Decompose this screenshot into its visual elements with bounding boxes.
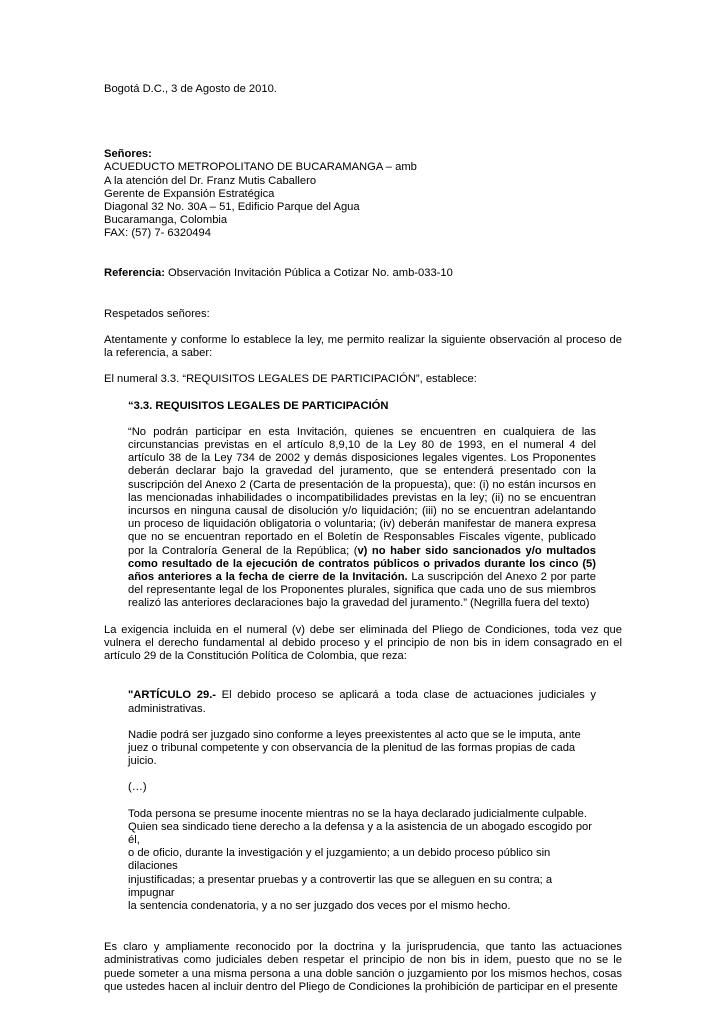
quote-text-part1: “No podrán participar en esta Invitación, quienes se encuentren en cualquiera de las circunstancias previstas en el artículo 8,9,10 de la Ley 80 de 1993, en el numeral 4 del artículo 38 de la Ley 734 de 2002 y demás disposiciones legales vigentes. Los Proponentes deberán declarar bajo la gravedad del juramento, que se entenderá presentado con la suscripción del Anexo 2 (Carta de presentación de la propuesta), que: (i) no están incursos en las mencionadas inhabilidades o incompatibilidades previstas en la ley; (ii) no se encuentran incursos en ninguna causal de disolución y/o liquidación; (iii) no se encuentran adelantando un proceso de liquidación obligatoria o voluntaria; (iv) deberán manifestar de manera expresa que no se encuentran reportado en el Boletín de Responsables Fiscales vigente, publicado por la Contraloría General de la República; (: [128, 425, 596, 557]
recipient-block: [104, 148, 622, 240]
article-ellipsis: (…): [128, 781, 147, 794]
article-para3-line: Toda persona se presume inocente mientras no se la haya declarado judicialmente culpable.: [128, 807, 587, 820]
date-line: Bogotá D.C., 3 de Agosto de 2010.: [104, 83, 277, 95]
article-label: "ARTÍCULO 29.-: [128, 689, 217, 702]
article-text: El debido proceso se aplicará a toda clase de actuaciones judiciales y administrativas.: [128, 689, 596, 715]
article-para1: [128, 689, 596, 715]
intro-paragraph: Atentamente y conforme lo establece la ley, me permito realizar la siguiente observación al proceso de la referencia, a saber:: [104, 334, 622, 360]
recipient-line: Gerente de Expansión Estratégica: [104, 187, 275, 200]
recipient-line: ACUEDUCTO METROPOLITANO DE BUCARAMANGA – amb: [104, 161, 417, 174]
quote-text: [128, 426, 596, 611]
article-para3-line: o de oficio, durante la investigación y el juzgamiento; a un debido proceso público sin dilaciones: [128, 847, 551, 873]
numeral-intro: El numeral 3.3. “REQUISITOS LEGALES DE PARTICIPACIÓN”, establece:: [104, 373, 477, 386]
reference-text: Observación Invitación Pública a Cotizar No. amb-033-10: [164, 266, 453, 279]
greeting: Respetados señores:: [104, 307, 210, 320]
recipient-line: A la atención del Dr. Franz Mutis Caballero: [104, 174, 317, 187]
salutation: Señores:: [104, 148, 152, 161]
exigencia-paragraph: La exigencia incluida en el numeral (v) debe ser eliminada del Pliego de Condiciones, toda vez que vulnera el derecho fundamental al debido proceso y el principio de non bis in idem consagrado en el artículo 29 de la Constitución Política de Colombia, que reza:: [104, 623, 622, 663]
article-para3-line: la sentencia condenatoria, y a no ser juzgado dos veces por el mismo hecho.: [128, 899, 511, 912]
reference-line: [104, 267, 622, 280]
recipient-line: Bucaramanga, Colombia: [104, 214, 228, 227]
article-para3: [128, 808, 596, 914]
quote-block: [128, 400, 596, 611]
recipient-line: FAX: (57) 7- 6320494: [104, 227, 211, 240]
quote-text-part2: La suscripción del Anexo 2 por parte del representante legal de los Proponentes plurales, significa que cada uno de sus miembros realizó las anteriores declaraciones bajo la gravedad del juramento.” (Negrilla fuera del texto): [128, 571, 596, 610]
recipient-line: Diagonal 32 No. 30A – 51, Edificio Parque del Agua: [104, 201, 360, 214]
reference-label: Referencia:: [104, 266, 165, 279]
article-para3-line: Quien sea sindicado tiene derecho a la defensa y a la asistencia de un abogado escogido por él,: [128, 820, 592, 846]
quote-heading: “3.3. REQUISITOS LEGALES DE PARTICIPACIÓN: [128, 399, 389, 412]
quote-text-bold: v) no haber sido sancionados y/o multados como resultado de la ejecución de contratos públicos o privados durante los cinco (5) años anteriores a la fecha de cierre de la Invitación.: [128, 544, 596, 584]
article-para2: Nadie podrá ser juzgado sino conforme a leyes preexistentes al acto que se le imputa, ante juez o tribunal competente y con observancia de la plenitud de las formas propias de cada juicio.: [128, 728, 581, 768]
article-para3-line: injustificadas; a presentar pruebas y a controvertir las que se alleguen en su contra; a impugnar: [128, 873, 553, 899]
closing-paragraph: Es claro y ampliamente reconocido por la doctrina y la jurisprudencia, que tanto las actuaciones administrativas como judiciales deben respetar el principio de non bis in idem, puesto que no se le puede someter a una misma persona a una doble sanción o juzgamiento por los mismos hechos, cosas que ustedes hacen al incluir dentro del Pliego de Condiciones la prohibición de participar en el presente: [104, 941, 622, 993]
article-block: [128, 689, 596, 913]
